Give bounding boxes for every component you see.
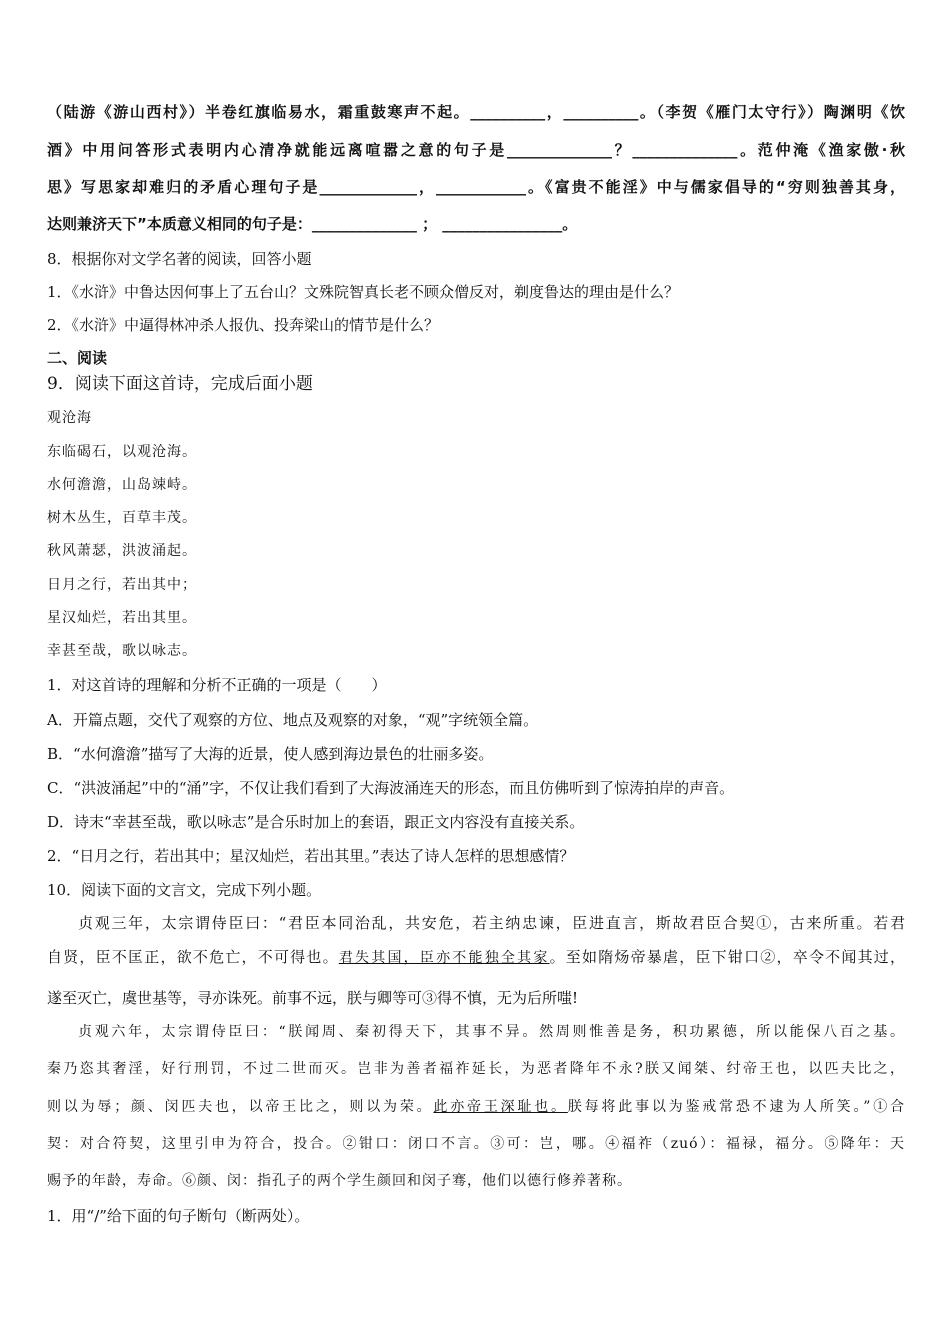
passage-text: 。至如隋炀帝暴虐，臣下钳口②，卒令不闻其过， (549, 948, 905, 966)
question-8-item: 2．《水浒》中逼得林冲杀人报仇、投奔梁山的情节是什么？ (47, 316, 440, 334)
fill-in-line: （陆游《游山西村》）半卷红旗临易水，霜重鼓寒声不起。__________，__________。（李贺《雁门太守行》）陶渊明《饮 (47, 103, 905, 121)
poem-title: 观沧海 (47, 410, 92, 426)
poem-line: 树木丛生，百草丰茂。 (47, 510, 197, 526)
fill-in-line: 思》写思家却难归的矛盾心理句子是_____________，____________。《富贵不能淫》中与儒家倡导的“穷则独善其身， (47, 178, 905, 196)
annotation-line: 赐予的年龄，寿命。⑥颜、闵：指孔子的两个学生颜回和闵子骞，他们以德行修养著称。 (47, 1173, 632, 1189)
question-10-title: 10．阅读下面的文言文，完成下列小题。 (47, 881, 322, 899)
passage-line: 贞观三年，太宗谓侍臣曰：“君臣本同治乱，共安危，若主纳忠谏，臣进直言，斯故君臣合契①，古来所重。若君 (78, 914, 905, 932)
underlined-sentence: 君失其国，臣亦不能独全其家 (338, 950, 550, 966)
passage-line (47, 947, 905, 968)
poem-line: 水何澹澹，山岛竦峙。 (47, 477, 197, 493)
question-9-title: 9．阅读下面这首诗，完成后面小题 (47, 374, 313, 394)
annotation-line: 契：对合符契，这里引申为符合，投合。②钳口：闭口不言。③可：岂，哪。④福祚（zuó）：福禄，福分。⑤降年：天 (47, 1136, 905, 1152)
question-9-1: 1．对这首诗的理解和分析不正确的一项是（ ） (47, 676, 387, 694)
option-d: D．诗末“幸甚至哉，歌以咏志”是合乐时加上的套语，跟正文内容没有直接关系。 (47, 813, 585, 831)
fill-in-line: 达则兼济天下”本质意义相同的句子是：______________ ； ________________。 (47, 215, 578, 233)
poem-line: 星汉灿烂，若出其里。 (47, 610, 197, 626)
question-10-1: 1．用“/”给下面的句子断句（断两处）。 (47, 1207, 310, 1225)
option-c: C．“洪波涌起”中的“涌”字，不仅让我们看到了大海波涌连天的形态，而且仿佛听到了惊涛拍岸的声音。 (47, 779, 735, 797)
option-b: B．“水何澹澹”描写了大海的近景，使人感到海边景色的壮丽多姿。 (47, 745, 494, 763)
question-8-item: 1．《水浒》中鲁达因何事上了五台山？文殊院智真长老不顾众僧反对，剃度鲁达的理由是什么？ (47, 283, 680, 301)
passage-line: 秦乃恣其奢淫，好行刑罚，不过二世而灭。岂非为善者福祚延长，为恶者降年不永?朕又闻桀、纣帝王也，以匹夫比之， (47, 1061, 905, 1077)
passage-text: 自贤，臣不匡正，欲不危亡，不可得也。 (47, 948, 339, 966)
poem-line: 秋风萧瑟，洪波涌起。 (47, 543, 197, 559)
fill-in-line: 酒》中用问答形式表明内心清净就能远离喧嚣之意的句子是______________？______________。范仲淹《渔家傲·秋 (47, 141, 905, 159)
section-heading: 二、阅读 (47, 349, 108, 367)
option-a: A．开篇点题，交代了观察的方位、地点及观察的对象，“观”字统领全篇。 (47, 711, 539, 729)
passage-text: 朕每将此事以为鉴戒常恐不逮为人所笑。”①合 (567, 1099, 906, 1115)
poem-line: 东临碣石，以观沧海。 (47, 444, 197, 460)
underlined-sentence: 此亦帝王深耻也。 (433, 1099, 568, 1115)
question-8-title: 8．根据你对文学名著的阅读，回答小题 (47, 250, 312, 268)
poem-line: 日月之行，若出其中； (47, 577, 197, 593)
passage-text: 则以为辱；颜、闵匹夫也，以帝王比之，则以为荣。 (47, 1099, 434, 1115)
passage-line: 贞观六年，太宗谓侍臣曰：“朕闻周、秦初得天下，其事不异。然周则惟善是务，积功累德，所以能保八百之基。 (78, 1024, 905, 1040)
poem-line: 幸甚至哉，歌以咏志。 (47, 643, 197, 659)
passage-line (47, 1097, 905, 1117)
question-9-2: 2．“日月之行，若出其中；星汉灿烂，若出其里。”表达了诗人怎样的思想感情？ (47, 847, 575, 865)
passage-line: 遂至灭亡，虞世基等，寻亦诛死。前事不远，朕与卿等可③得不慎，无为后所嗤! (47, 989, 579, 1007)
